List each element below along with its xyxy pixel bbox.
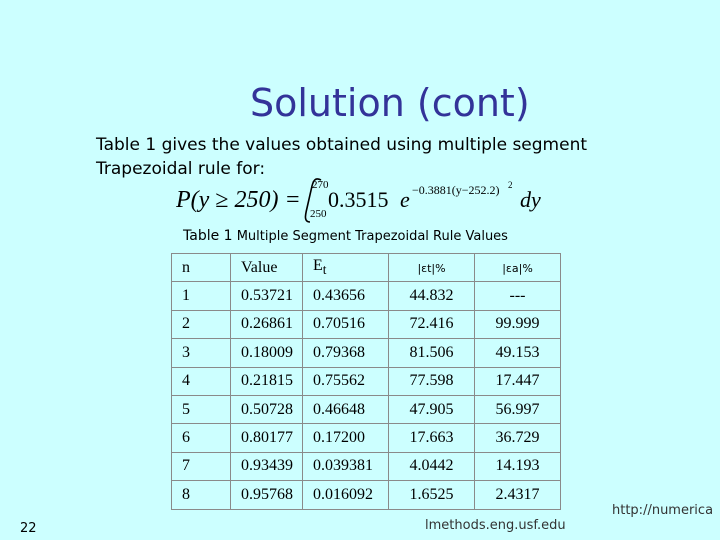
cell-abs-true-error: 17.663	[389, 424, 475, 452]
intro-text	[96, 133, 587, 181]
cell-value: 0.53721	[231, 282, 303, 310]
header-abs-approx-error-label: |εa|%	[502, 261, 533, 275]
table-row	[172, 367, 561, 395]
table-caption-label: Table 1	[183, 228, 233, 244]
header-abs-approx-error	[475, 254, 561, 282]
cell-n: 8	[172, 481, 231, 509]
cell-abs-true-error: 81.506	[389, 339, 475, 367]
header-et-sub: t	[322, 262, 327, 278]
cell-abs-approx-error: 2.4317	[475, 481, 561, 509]
cell-abs-true-error: 77.598	[389, 367, 475, 395]
cell-value: 0.21815	[231, 367, 303, 395]
cell-value: 0.26861	[231, 310, 303, 338]
table-row	[172, 339, 561, 367]
cell-value: 0.18009	[231, 339, 303, 367]
cell-abs-true-error: 47.905	[389, 395, 475, 423]
table-row	[172, 395, 561, 423]
footer-url-part-2[interactable]: lmethods.eng.usf.edu	[425, 518, 566, 533]
formula-lhs: P(y ≥ 250) =	[176, 187, 301, 213]
cell-et: 0.79368	[303, 339, 389, 367]
cell-et: 0.016092	[303, 481, 389, 509]
table-row	[172, 282, 561, 310]
trapezoidal-results-table	[171, 253, 561, 510]
cell-value: 0.80177	[231, 424, 303, 452]
cell-abs-approx-error: 17.447	[475, 367, 561, 395]
header-et-main: E	[313, 257, 323, 275]
cell-abs-true-error: 72.416	[389, 310, 475, 338]
differential: dy	[520, 187, 541, 212]
cell-abs-approx-error: 14.193	[475, 452, 561, 480]
cell-abs-true-error: 4.0442	[389, 452, 475, 480]
table-row	[172, 452, 561, 480]
intro-line-2: Trapezoidal rule for:	[96, 159, 266, 179]
table-body	[172, 282, 561, 509]
exponential-base: e	[400, 187, 410, 212]
cell-abs-approx-error: 36.729	[475, 424, 561, 452]
cell-et: 0.75562	[303, 367, 389, 395]
cell-n: 5	[172, 395, 231, 423]
exponent-power: 2	[508, 180, 513, 190]
slide-number: 22	[20, 521, 37, 536]
table-caption-text: Multiple Segment Trapezoidal Rule Values	[236, 229, 508, 244]
probability-integral-formula	[176, 176, 556, 224]
upper-limit: 270	[312, 179, 329, 191]
cell-value: 0.50728	[231, 395, 303, 423]
cell-value: 0.93439	[231, 452, 303, 480]
header-abs-true-error-label: |εt|%	[417, 261, 446, 275]
cell-abs-approx-error: ---	[475, 282, 561, 310]
cell-n: 7	[172, 452, 231, 480]
cell-n: 4	[172, 367, 231, 395]
cell-et: 0.46648	[303, 395, 389, 423]
header-value: Value	[231, 254, 303, 282]
cell-abs-true-error: 1.6525	[389, 481, 475, 509]
header-et	[303, 254, 389, 282]
cell-n: 3	[172, 339, 231, 367]
table-row	[172, 481, 561, 509]
table-row	[172, 310, 561, 338]
intro-line-1: Table 1 gives the values obtained using multiple segment	[96, 135, 588, 155]
cell-et: 0.17200	[303, 424, 389, 452]
table-row	[172, 424, 561, 452]
cell-abs-approx-error: 49.153	[475, 339, 561, 367]
cell-abs-approx-error: 56.997	[475, 395, 561, 423]
cell-n: 2	[172, 310, 231, 338]
coefficient: 0.3515	[328, 187, 389, 212]
cell-et: 0.70516	[303, 310, 389, 338]
cell-et: 0.039381	[303, 452, 389, 480]
cell-abs-approx-error: 99.999	[475, 310, 561, 338]
table-header-row	[172, 254, 561, 282]
slide-title: Solution (cont)	[250, 81, 530, 125]
cell-n: 1	[172, 282, 231, 310]
footer-url-part-1[interactable]: http://numerica	[612, 503, 714, 518]
lower-limit: 250	[310, 208, 327, 220]
cell-n: 6	[172, 424, 231, 452]
cell-et: 0.43656	[303, 282, 389, 310]
header-n: n	[172, 254, 231, 282]
cell-value: 0.95768	[231, 481, 303, 509]
header-abs-true-error	[389, 254, 475, 282]
exponent: −0.3881(y−252.2)	[412, 183, 500, 197]
cell-abs-true-error: 44.832	[389, 282, 475, 310]
table-caption	[183, 228, 508, 244]
